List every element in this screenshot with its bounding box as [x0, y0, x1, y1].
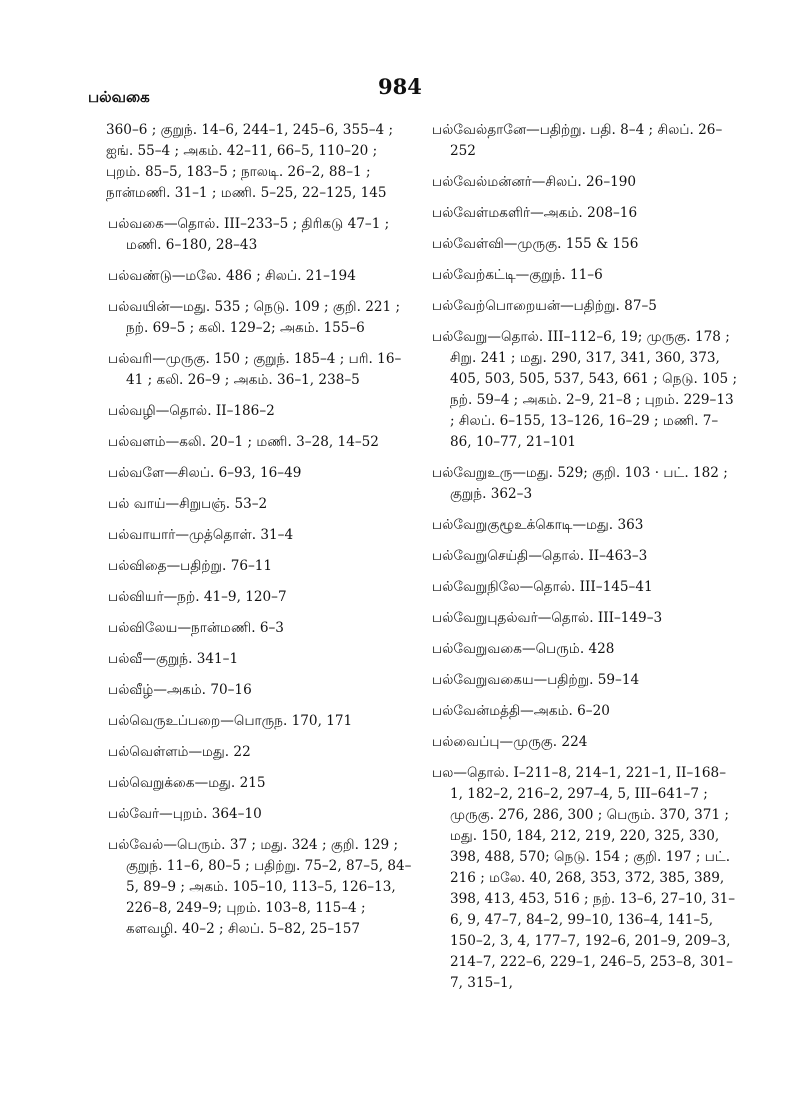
index-entry: பல்வேல்மன்னர்—சிலப். 26–190	[432, 174, 637, 190]
index-entry: பல்விலேய—நான்மணி. 6–3	[108, 620, 284, 636]
index-entry: பல்வியர்—நற். 41–9, 120–7	[108, 589, 287, 605]
index-entry: பல்வேறு—தொல். III–112–6, 19; முருகு. 178 ; சிறு. 241 ; மது. 290, 317, 341, 360, 373, 405, 503, 505, 537, 543, 661 ; நெடு. 105 ; நற். 59–4 ; அகம். 2–9, 21–8 ; புறம். 229–13 ; சிலப். 6–155, 13–126, 16–29 ; மணி. 7–86, 10–77, 21–101	[432, 329, 738, 450]
index-entry: பல்வேள்மகளிர்—அகம். 208–16	[432, 205, 638, 221]
index-entry: பல்வாயார்—முத்தொள். 31–4	[108, 527, 294, 543]
index-entry: பல்வேறுசெய்தி—தொல். II–463–3	[432, 548, 648, 564]
index-entry: பல்வெருஉப்பறை—பொருந. 170, 171	[108, 713, 353, 729]
index-entry: பல்வளே—சிலப். 6–93, 16–49	[108, 465, 302, 481]
index-entry: பல்வேறுவகைய—பதிற்று. 59–14	[432, 672, 640, 688]
index-entry: பல்வேறுநிலே—தொல். III–145–41	[432, 579, 653, 595]
index-entry: பல்வேர்—புறம். 364–10	[108, 806, 262, 822]
index-entry: பல்வேன்மத்தி—அகம். 6–20	[432, 703, 610, 719]
index-entry: பல்வண்டு—மலே. 486 ; சிலப். 21–194	[108, 268, 356, 284]
index-entry: 360–6 ; குறுந். 14–6, 244–1, 245–6, 355–4 ; ஐங். 55–4 ; அகம். 42–11, 66–5, 110–20 ; புறம். 85–5, 183–5 ; நாலடி. 26–2, 88–1 ; நான்மணி. 31–1 ; மணி. 5–25, 22–125, 145	[106, 122, 394, 201]
index-entry: பல்வீழ்—அகம். 70–16	[108, 682, 252, 698]
index-entry: பல்வேறுகுழூஉக்கொடி—மது. 363	[432, 517, 644, 533]
index-entry: பல்வெள்ளம்—மது. 22	[108, 744, 251, 760]
index-entry: பல் வாய்—சிறுபஞ். 53–2	[108, 496, 268, 512]
index-entry: பல்வெறுக்கை—மது. 215	[108, 775, 266, 791]
running-header-word: பல்வகை	[88, 88, 150, 106]
index-entry: பல்வகை—தொல். III–233–5 ; திரிகடு 47–1 ; மணி. 6–180, 28–43	[108, 216, 390, 253]
index-entry: பல்விதை—பதிற்று. 76–11	[108, 558, 273, 574]
index-entry: பல்வேறுஉரு—மது. 529; குறி. 103 · பட். 182 ; குறுந். 362–3	[432, 465, 728, 502]
index-entry: பல்வீ—குறுந். 341–1	[108, 651, 239, 667]
right-column	[432, 120, 738, 1004]
index-entry: பல்வைப்பு—முருகு. 224	[432, 734, 588, 750]
left-column	[108, 120, 413, 950]
index-entry: பல—தொல். I–211–8, 214–1, 221–1, II–168–1, 182–2, 216–2, 297–4, 5, III–641–7 ; முருகு. 276, 286, 300 ; பெரும். 370, 371 ; மது. 150, 184, 212, 219, 220, 325, 330, 398, 488, 570; நெடு. 154 ; குறி. 197 ; பட். 216 ; மலே. 40, 268, 353, 372, 385, 389, 398, 413, 453, 516 ; நற். 13–6, 27–10, 31–6, 9, 47–7, 84–2, 99–10, 136–4, 141–5, 150–2, 3, 4, 177–7, 192–6, 201–9, 209–3, 214–7, 222–6, 229–1, 246–5, 253–8, 301–7, 315–1,	[432, 765, 736, 991]
index-entry: பல்வேறுபுதல்வர்—தொல். III–149–3	[432, 610, 663, 626]
index-entry: பல்வேள்வி—முருகு. 155 & 156	[432, 236, 639, 252]
index-entry: பல்வளம்—கலி. 20–1 ; மணி. 3–28, 14–52	[108, 434, 379, 450]
index-entry: பல்வழி—தொல். II–186–2	[108, 403, 275, 419]
index-entry: பல்வயின்—மது. 535 ; நெடு. 109 ; குறி. 221 ; நற். 69–5 ; கலி. 129–2; அகம். 155–6	[108, 299, 401, 336]
index-entry: பல்வரி—முருகு. 150 ; குறுந். 185–4 ; பரி. 16–41 ; கலி. 26–9 ; அகம். 36–1, 238–5	[108, 351, 402, 388]
page-number: 984	[378, 74, 422, 99]
index-entry: பல்வேல்—பெரும். 37 ; மது. 324 ; குறி. 129 ; குறுந். 11–6, 80–5 ; பதிற்று. 75–2, 87–5, 84–5, 89–9 ; அகம். 105–10, 113–5, 126–13, 226–8, 249–9; புறம். 103–8, 115–4 ; களவழி. 40–2 ; சிலப். 5–82, 25–157	[108, 837, 412, 937]
index-entry: பல்வேற்கட்டி—குறுந். 11–6	[432, 267, 603, 283]
index-entry: பல்வேறுவகை—பெரும். 428	[432, 641, 615, 657]
index-entry: பல்வேற்பொறையன்—பதிற்று. 87–5	[432, 298, 657, 314]
index-entry: பல்வேல்தானே—பதிற்று. பதி. 8–4 ; சிலப். 26–252	[432, 122, 723, 159]
